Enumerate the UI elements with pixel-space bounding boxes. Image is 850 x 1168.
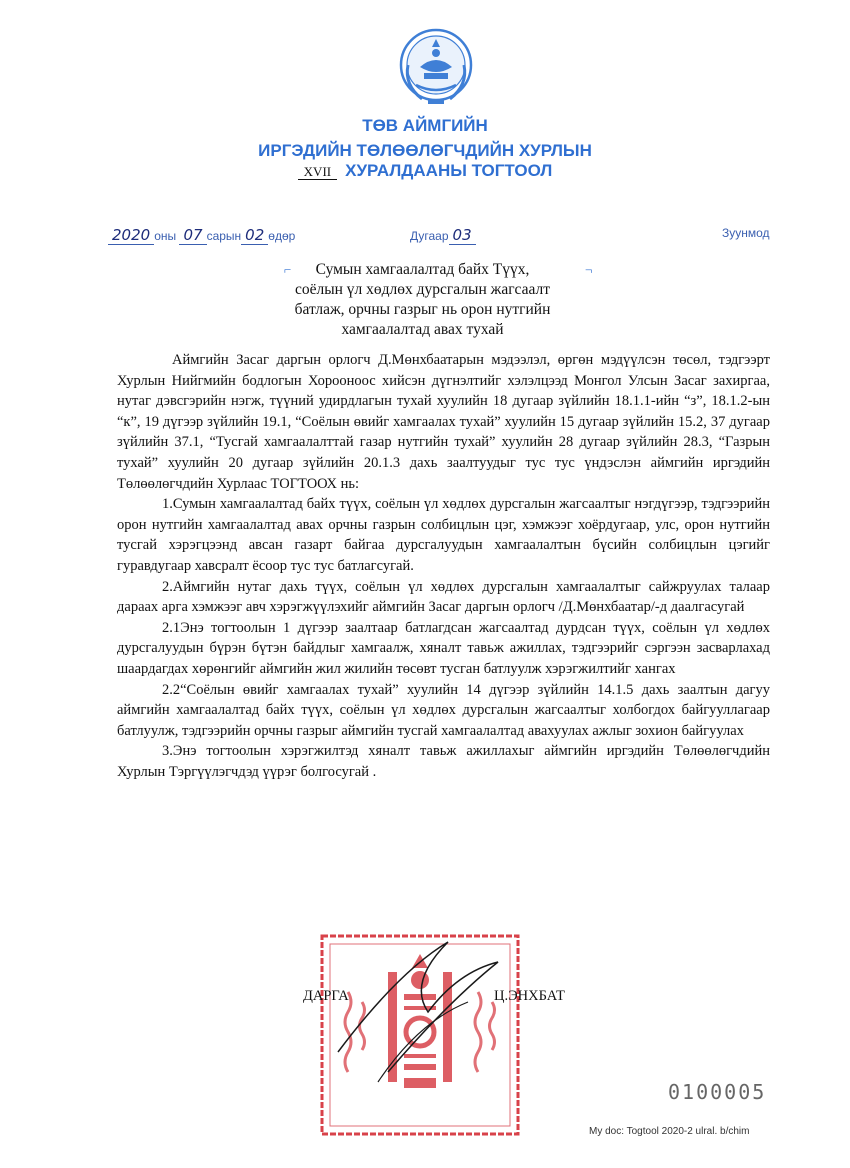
body-paragraph: 2.2“Соёлын өвийг хамгаалах тухай” хуулийн 14 дүгээр зүйлийн 14.1.5 дахь заалтын дагуу аймгийн хамгаалалтад байх түүх, соёлын үл хөдлөх дурсгалын жагсаалтыг холбогдох байгууллагаар батлуулж, тэдгээрийн орчны газрыг аймгийн тусгай хамгаалалтад авахуулах ажлыг зохион байгуулах bbox=[117, 681, 770, 739]
signatory-title: ДАРГА bbox=[303, 988, 349, 1004]
date-month: 07 bbox=[179, 226, 206, 245]
header-line-1: ТӨВ АЙМГИЙН bbox=[362, 116, 488, 135]
body-paragraph: Аймгийн Засаг даргын орлогч Д.Мөнхбаатарын мэдээлэл, өргөн мэдүүлсэн төсөл, тэдгээрт Хурлын Нийгмийн бодлогын Хорооноос хийсэн дүгнэлтийг хэлэлцээд Монгол Улсын Засаг захиргаа, нутаг дэвсгэрийн нэгж, түүний удирдлагын тухай хуулийн 18 дугаар зүйлийн 18.1.1-ийн “з”, 18.1.2-ын “к”, 19 дүгээр зүйлийн 19.1, “Соёлын өвийг хамгаалах тухай” хуулийн 15 дугаар зүйлийн 15.2, 37 дугаар зүйлийн 37.1, “Тусгай хамгаалалттай газар нутгийн тухай” хуулийн 28 дугаар зүйлийн 28.3, “Газрын тухай” хуулийн 20 дугаар зүйлийн 20.1.3 дахь заалтуудыг тус тус үндэслэн аймгийн иргэдийн Төлөөлөгчдийн Хурлаас ТОГТООХ нь: bbox=[117, 352, 770, 492]
footer-doc-path: My doc: Togtool 2020-2 ulral. b/chim bbox=[589, 1126, 750, 1137]
document-number: 03 bbox=[449, 226, 476, 245]
state-emblem-icon bbox=[398, 25, 474, 107]
subject-title bbox=[250, 260, 595, 340]
official-stamp-icon bbox=[318, 932, 522, 1138]
body-paragraph: 3.Энэ тогтоолын хэрэгжилтэд хяналт тавьж ажиллахыг аймгийн иргэдийн Төлөөлөгчдийн Хурлын Тэргүүлэгчдэд үүрэг болгосугай . bbox=[117, 743, 770, 780]
signatory-name: Ц.ЭНХБАТ bbox=[494, 988, 565, 1004]
date-year: 2020 bbox=[108, 226, 154, 245]
subject-bracket-left-icon: ⌐ bbox=[284, 262, 292, 277]
date-year-suffix: оны bbox=[154, 229, 177, 243]
body-paragraph: 1.Сумын хамгаалалтад байх түүх, соёлын үл хөдлөх дурсгалын жагсаалтыг нэгдүгээр, тэдгээрийн орон нутгийн хамгаалалтад авах орчны газрын солбицлын цэг, хэмжээг хоёрдугаар, улс, орон нутгийн тусгай хэрэгцээнд авсан газарт байгаа дурсгалуудын хамгаалалтын бүсийн солбицлын цэгийг гуравдугаар хавсралт ёсоор тус тус батлагсугай. bbox=[117, 496, 770, 574]
date-day: 02 bbox=[241, 226, 268, 245]
date-line bbox=[108, 226, 295, 244]
serial-number: 0100005 bbox=[668, 1080, 767, 1104]
place: Зуунмод bbox=[722, 226, 770, 240]
header-line-3 bbox=[0, 161, 850, 181]
number-label: Дугаар bbox=[410, 229, 449, 243]
date-month-suffix: сарын bbox=[206, 229, 242, 243]
subject-bracket-right-icon: ¬ bbox=[585, 262, 593, 277]
date-day-suffix: өдөр bbox=[268, 229, 296, 243]
subject-line: хамгаалалтад авах тухай bbox=[341, 321, 504, 338]
resolution-body bbox=[117, 350, 770, 782]
subject-line: Сумын хамгаалалтад байх Түүх, bbox=[315, 261, 530, 278]
session-number: XVII bbox=[298, 164, 337, 180]
header-line-3-text: ХУРАЛДААНЫ ТОГТООЛ bbox=[345, 161, 553, 180]
subject-line: батлаж, орчны газрыг нь орон нутгийн bbox=[294, 301, 551, 318]
body-paragraph: 2.1Энэ тогтоолын 1 дүгээр заалтаар батлагдсан жагсаалтад дурдсан түүх, соёлын үл хөдлөх дурсгалуудын бүрэн бүтэн байдлыг хамгаалж, хяналт тавьж ажиллах, тэдгээрийг сэргээн засварлахад шаардагдах хөрөнгийг аймгийн жил жилийн төсөвт тусган батлуулж хэрэгжилтийг хангах bbox=[117, 619, 770, 677]
number-line bbox=[410, 226, 476, 244]
subject-line: соёлын үл хөдлөх дурсгалын жагсаалт bbox=[294, 281, 551, 298]
body-paragraph: 2.Аймгийн нутаг дахь түүх, соёлын үл хөдлөх дурсгалын хамгаалалтыг сайжруулах талаар дараах арга хэмжээг авч хэрэгжүүлэхийг аймгийн Засаг даргын орлогч /Д.Мөнхбаатар/-д даалгасугай bbox=[117, 578, 770, 616]
header-line-2: ИРГЭДИЙН ТӨЛӨӨЛӨГЧДИЙН ХУРЛЫН bbox=[258, 141, 592, 160]
